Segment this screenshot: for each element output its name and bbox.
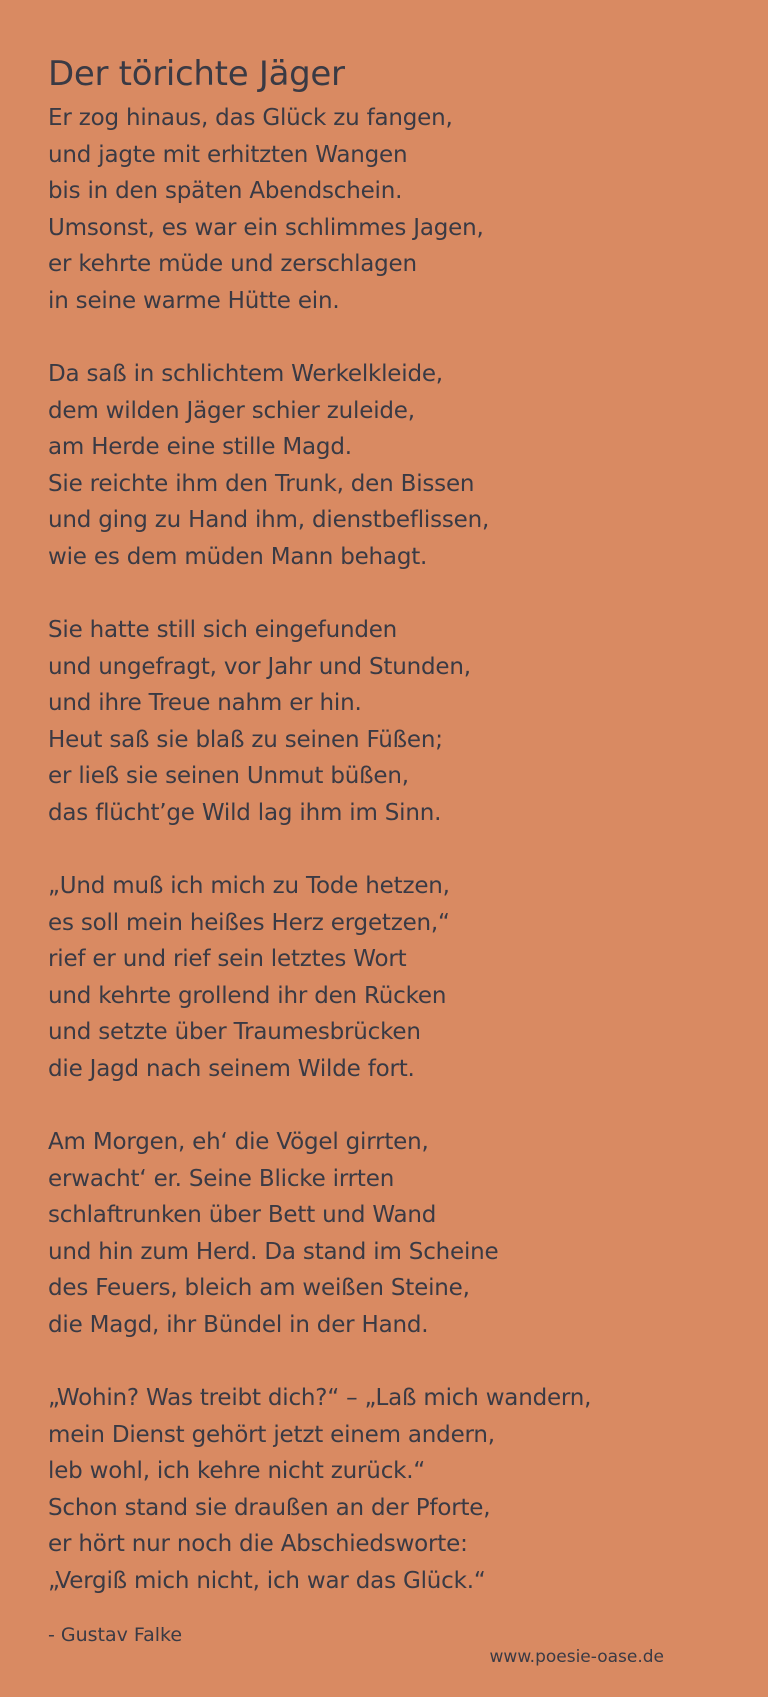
poem-line: er kehrte müde und zerschlagen	[48, 251, 417, 277]
stanza	[48, 1380, 738, 1599]
poem-line: in seine warme Hütte ein.	[48, 287, 340, 314]
poem-line: und hin zum Herd. Da stand im Scheine	[48, 1238, 499, 1265]
poem-line: und kehrte grollend ihr den Rücken	[48, 982, 447, 1009]
poem-line: dem wilden Jäger schier zuleide,	[48, 397, 415, 424]
poem-line: er hört nur noch die Abschiedsworte:	[48, 1531, 468, 1557]
poem-line: das flücht’ge Wild lag ihm im Sinn.	[48, 799, 442, 826]
poem-line: Sie hatte still sich eingefunden	[48, 617, 398, 643]
poem-title: Der törichte Jäger	[48, 54, 345, 94]
poem-line: Heut saß sie blaß zu seinen Füßen;	[48, 726, 443, 753]
stanza	[48, 612, 738, 831]
poem-line: bis in den späten Abendschein.	[48, 178, 403, 204]
stanza	[48, 1124, 738, 1343]
poem-line: Er zog hinaus, das Glück zu fangen,	[48, 105, 453, 131]
poem	[48, 50, 738, 1636]
poem-line: Umsonst, es war ein schlimmes Jagen,	[48, 214, 484, 241]
poem-line: am Herde eine stille Magd.	[48, 434, 352, 460]
poem-line: er ließ sie seinen Unmut büßen,	[48, 763, 409, 789]
poem-line: „Wohin? Was treibt dich?“ – „Laß mich wandern,	[48, 1385, 592, 1411]
poem-line: und ungefragt, vor Jahr und Stunden,	[48, 653, 471, 680]
poem-line: wie es dem müden Mann behagt.	[48, 543, 428, 570]
poem-line: des Feuers, bleich am weißen Steine,	[48, 1275, 470, 1301]
stanza	[48, 356, 738, 575]
poem-line: die Jagd nach seinem Wilde fort.	[48, 1055, 415, 1082]
poem-line: erwacht‘ er. Seine Blicke irrten	[48, 1165, 395, 1192]
poem-line: Sie reichte ihm den Trunk, den Bissen	[48, 470, 475, 497]
poem-line: die Magd, ihr Bündel in der Hand.	[48, 1311, 429, 1338]
poem-line: und jagte mit erhitzten Wangen	[48, 141, 408, 168]
stanza	[48, 868, 738, 1087]
poem-line: „Vergiß mich nicht, ich war das Glück.“	[48, 1567, 486, 1594]
poem-line: Da saß in schlichtem Werkelkleide,	[48, 361, 443, 387]
author-credit: - Gustav Falke	[48, 1624, 183, 1646]
poem-line: und ihre Treue nahm er hin.	[48, 690, 362, 716]
poem-line: rief er und rief sein letztes Wort	[48, 946, 407, 972]
poem-line: Am Morgen, eh‘ die Vögel girrten,	[48, 1129, 429, 1155]
poem-line: leb wohl, ich kehre nicht zurück.“	[48, 1458, 426, 1484]
poem-line: und setzte über Traumesbrücken	[48, 1019, 421, 1045]
poem-line: „Und muß ich mich zu Tode hetzen,	[48, 873, 450, 899]
website-credit: www.poesie-oase.de	[489, 1647, 664, 1667]
poem-body	[48, 100, 738, 1599]
stanza	[48, 100, 738, 319]
poem-line: schlaftrunken über Bett und Wand	[48, 1202, 437, 1228]
poem-line: mein Dienst gehört jetzt einem andern,	[48, 1421, 495, 1448]
poem-line: und ging zu Hand ihm, dienstbeflissen,	[48, 507, 490, 533]
poem-line: es soll mein heißes Herz ergetzen,“	[48, 909, 450, 936]
poem-line: Schon stand sie draußen an der Pforte,	[48, 1494, 491, 1521]
